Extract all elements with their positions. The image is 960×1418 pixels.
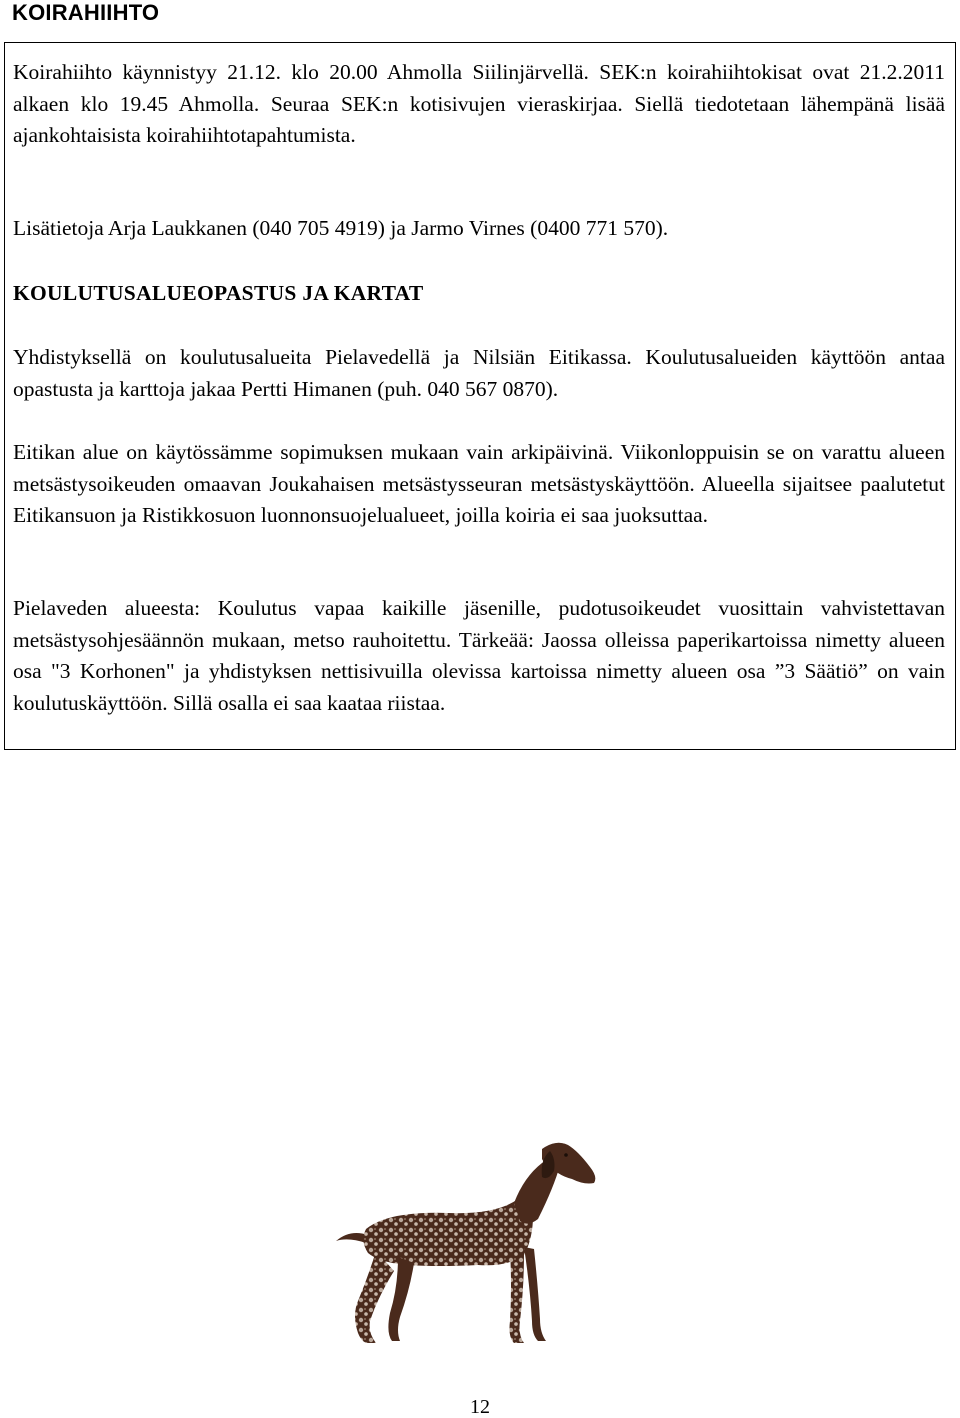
dog-front-leg-far: [524, 1247, 546, 1341]
pointer-dog-image: [328, 1137, 604, 1355]
pielavesi-paragraph: Pielaveden alueesta: Koulutus vapaa kaikille jäsenille, pudotusoikeudet vuosittain vahvistettavan metsästysohjesäännön mukaan, metso rauhoitettu. Tärkeää: Jaossa olleissa paperikartoissa nimetty alueen osa "3 Korhonen" ja yhdistyksen nettisivuilla olevissa kartoissa nimetty alueen osa ”3 Säätiö” on vain koulutuskäyttöön. Sillä osalla ei saa kaataa riistaa.: [13, 596, 945, 715]
contact-paragraph: Lisätietoja Arja Laukkanen (040 705 4919) ja Jarmo Virnes (0400 771 570).: [13, 216, 669, 240]
dog-hind-leg-near: [355, 1251, 394, 1343]
page-heading: KOIRAHIIHTO: [12, 0, 160, 25]
dog-front-leg-near: [510, 1249, 525, 1343]
training-area-paragraph: Yhdistyksellä on koulutusalueita Pielavedellä ja Nilsiän Eitikassa. Koulutusalueiden käyttöön antaa opastusta ja karttoja jakaa Pertti Himanen (puh. 040 567 0870).: [13, 345, 945, 401]
dog-body: [363, 1198, 533, 1266]
page-number: 12: [470, 1396, 490, 1418]
eitikka-paragraph: Eitikan alue on käytössämme sopimuksen mukaan vain arkipäivinä. Viikonloppuisin se on varattu alueen metsästysoikeuden omaavan Joukahaisen metsästysseuran metsästyskäyttöön. Alueella sijaitsee paalutetut Eitikansuon ja Ristikkosuon luonnonsuojelualueet, joilla koiria ei saa juoksuttaa.: [13, 440, 945, 527]
ski-joring-paragraph: Koirahiihto käynnistyy 21.12. klo 20.00 Ahmolla Siilinjärvellä. SEK:n koirahiihtokisat ovat 21.2.2011 alkaen klo 19.45 Ahmolla. Seuraa SEK:n kotisivujen vieraskirjaa. Siellä tiedotetaan lähempänä lisää ajankohtaisista koirahiihtotapahtumista.: [13, 60, 945, 147]
section-heading: KOULUTUSALUEOPASTUS JA KARTAT: [13, 281, 424, 305]
dog-eye: [564, 1153, 568, 1157]
dog-tail: [336, 1233, 368, 1243]
